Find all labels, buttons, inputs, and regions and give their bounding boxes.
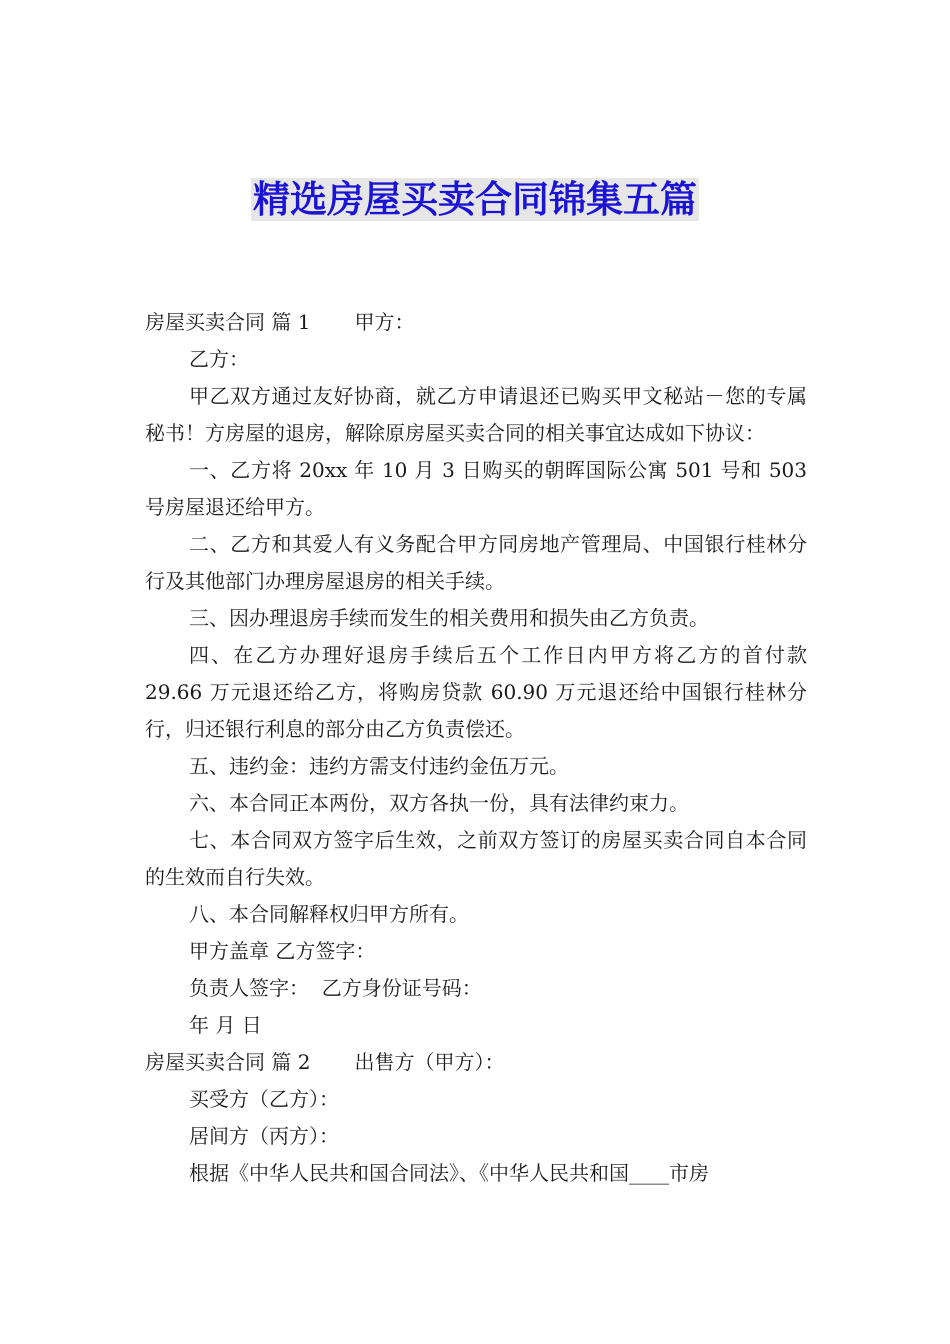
section-heading-1-label: 房屋买卖合同 篇 1 [145,310,311,334]
section-heading-2 [145,1044,807,1081]
party-a-label: 甲方： [354,310,415,334]
section-heading-2-label: 房屋买卖合同 篇 2 [145,1050,311,1074]
signature-line-1: 甲方盖章 乙方签字： [189,939,376,963]
paragraph-buyer: 买受方（乙方）： [189,1087,339,1111]
paragraph-clause-4: 四、在乙方办理好退房手续后五个工作日内甲方将乙方的首付款 29.66 万元退还给乙方，将购房贷款 60.90 万元退还给中国银行桂林分行，归还银行利息的部分由乙方负责偿还。 [145,643,807,741]
section-heading-1 [145,304,807,341]
paragraph-intermediary: 居间方（丙方）： [189,1124,339,1148]
paragraph-clause-6: 六、本合同正本两份，双方各执一份，具有法律约束力。 [189,791,689,815]
paragraph-clause-3: 三、因办理退房手续而发生的相关费用和损失由乙方负责。 [189,606,709,630]
seller-label: 出售方（甲方）： [354,1050,505,1074]
signature-line-2: 负责人签字： 乙方身份证号码： [189,976,482,1000]
date-line: 年 月 日 [189,1013,262,1037]
paragraph-clause-5: 五、违约金：违约方需支付违约金伍万元。 [189,754,569,778]
paragraph-clause-2: 二、乙方和其爱人有义务配合甲方同房地产管理局、中国银行桂林分行及其他部门办理房屋退房的相关手续。 [145,532,807,593]
paragraph-legal-basis: 根据《中华人民共和国合同法》、《中华人民共和国____市房 [189,1161,709,1185]
paragraph-clause-8: 八、本合同解释权归甲方所有。 [189,902,469,926]
paragraph-party-b: 乙方： [189,347,249,371]
document-title-text: 精选房屋买卖合同锦集五篇 [253,178,697,221]
paragraph-clause-7: 七、本合同双方签字后生效，之前双方签订的房屋买卖合同自本合同的生效而自行失效。 [145,828,807,889]
document-body [145,304,807,1192]
paragraph-intro: 甲乙双方通过友好协商，就乙方申请退还已购买甲文秘站－您的专属秘书！方房屋的退房，解除原房屋买卖合同的相关事宜达成如下协议： [145,384,807,445]
document-title [0,172,950,228]
paragraph-clause-1: 一、乙方将 20xx 年 10 月 3 日购买的朝晖国际公寓 501 号和 503 号房屋退还给甲方。 [145,458,807,519]
